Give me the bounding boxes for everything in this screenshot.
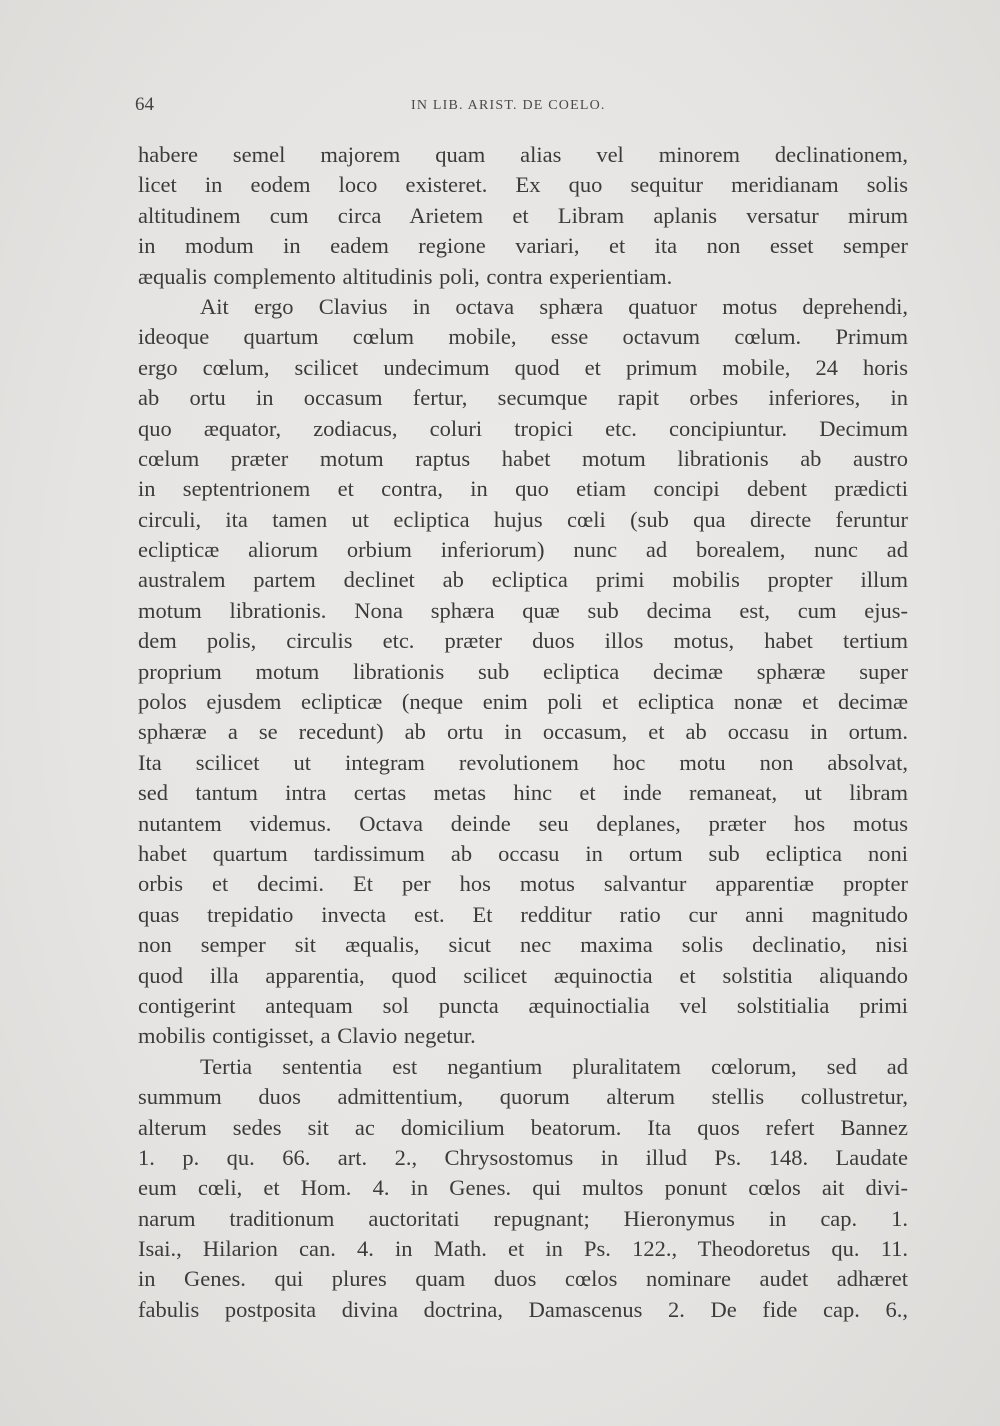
text-line: polos ejusdem eclipticæ (neque enim poli et ecliptica nonæ et decimæ [138, 689, 908, 715]
text-line: in modum in eadem regione variari, et ita non esset semper [138, 233, 908, 259]
text-line: quo æquator, zodiacus, coluri tropici etc. concipiuntur. Decimum [138, 415, 908, 441]
text-line: australem partem declinet ab ecliptica primi mobilis propter illum [138, 567, 908, 593]
running-head: IN LIB. ARIST. DE COELO. [411, 98, 606, 113]
text-line: eclipticæ aliorum orbium inferiorum) nunc ad borealem, nunc ad [138, 537, 908, 563]
text-line: nutantem videmus. Octava deinde seu deplanes, præter hos motus [138, 810, 908, 836]
text-line: non semper sit æqualis, sicut nec maxima solis declinatio, nisi [138, 932, 908, 958]
text-line: quas trepidatio invecta est. Et redditur ratio cur anni magnitudo [138, 901, 908, 927]
text-line: motum librationis. Nona sphæra quæ sub decima est, cum ejus- [138, 597, 908, 623]
text-line: Isai., Hilarion can. 4. in Math. et in Ps. 122., Theodoretus qu. 11. [138, 1236, 908, 1262]
text-line: contigerint antequam sol puncta æquinoctialia vel solstitialia primi [138, 992, 908, 1018]
text-line: ideoque quartum cœlum mobile, esse octavum cœlum. Primum [138, 324, 908, 350]
text-line: eum cœli, et Hom. 4. in Genes. qui multos ponunt cœlos ait divi- [138, 1175, 908, 1201]
text-line: sphæræ a se recedunt) ab ortu in occasum, et ab occasu in ortum. [138, 719, 908, 745]
text-line: Ita scilicet ut integram revolutionem hoc motu non absolvat, [138, 749, 908, 775]
text-line: sed tantum intra certas metas hinc et inde remaneat, ut libram [138, 780, 908, 806]
text-line: altitudinem cum circa Arietem et Libram aplanis versatur mirum [138, 202, 908, 228]
body-text [138, 140, 908, 1325]
text-line: orbis et decimi. Et per hos motus salvantur apparentiæ propter [138, 871, 908, 897]
text-line: habere semel majorem quam alias vel minorem declinationem, [138, 142, 908, 167]
text-line: æqualis complemento altitudinis poli, contra experientiam. [138, 263, 673, 289]
page-number: 64 [135, 94, 154, 115]
text-line: in septentrionem et contra, in quo etiam concipi debent prædicti [138, 476, 908, 502]
text-line: habet quartum tardissimum ab occasu in ortum sub ecliptica noni [138, 840, 908, 866]
text-line: Ait ergo Clavius in octava sphæra quatuor motus deprehendi, [200, 293, 908, 319]
text-line: licet in eodem loco existeret. Ex quo sequitur meridianam solis [138, 172, 908, 198]
text-line: dem polis, circulis etc. præter duos illos motus, habet tertium [138, 628, 908, 654]
text-line: summum duos admittentium, quorum alterum stellis collustretur, [138, 1084, 908, 1110]
text-line: circuli, ita tamen ut ecliptica hujus cœli (sub qua directe feruntur [138, 506, 908, 532]
text-line: mobilis contigisset, a Clavio negetur. [138, 1023, 476, 1049]
text-line: alterum sedes sit ac domicilium beatorum. Ita quos refert Bannez [138, 1114, 908, 1140]
text-line: cœlum præter motum raptus habet motum librationis ab austro [138, 445, 908, 471]
text-line: Tertia sententia est negantium pluralitatem cœlorum, sed ad [200, 1053, 908, 1079]
text-line: fabulis postposita divina doctrina, Damascenus 2. De fide cap. 6., [138, 1296, 908, 1322]
text-line: quod illa apparentia, quod scilicet æquinoctia et solstitia aliquando [138, 962, 908, 988]
text-line: 1. p. qu. 66. art. 2., Chrysostomus in illud Ps. 148. Laudate [138, 1144, 908, 1170]
text-line: proprium motum librationis sub ecliptica decimæ sphæræ super [138, 658, 908, 684]
text-line: ergo cœlum, scilicet undecimum quod et primum mobile, 24 horis [138, 354, 908, 380]
text-line: narum traditionum auctoritati repugnant; Hieronymus in cap. 1. [138, 1205, 908, 1231]
text-line: in Genes. qui plures quam duos cœlos nominare audet adhæret [138, 1266, 908, 1292]
text-line: ab ortu in occasum fertur, secumque rapit orbes inferiores, in [138, 385, 908, 411]
